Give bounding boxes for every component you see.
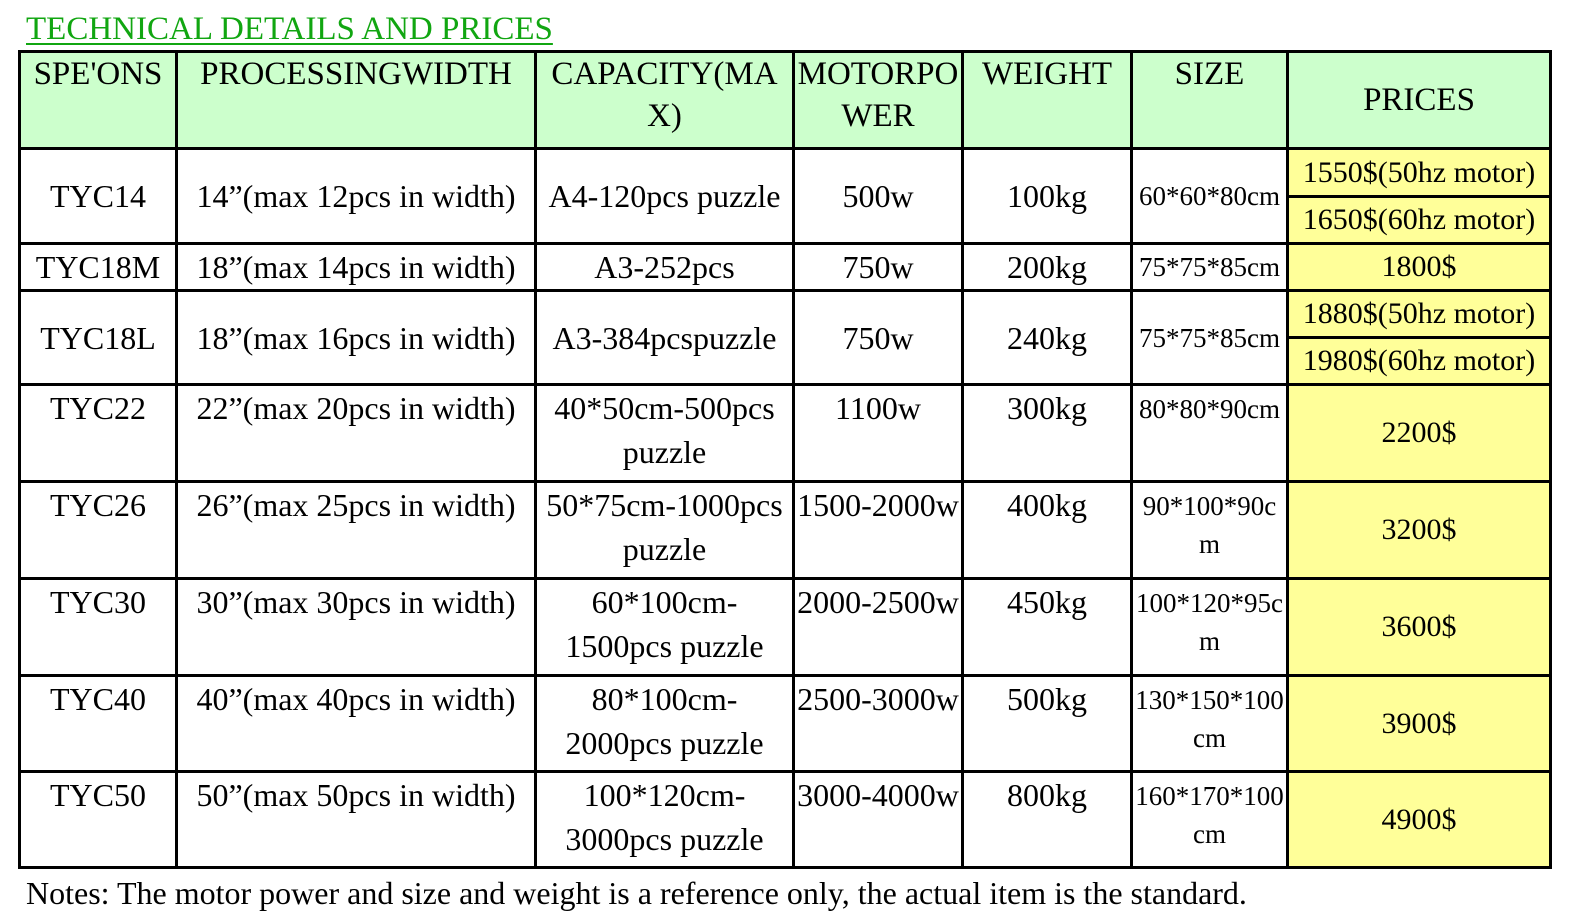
cell-price-60hz: 1980$(60hz motor): [1288, 338, 1551, 385]
cell-width: 18”(max 14pcs in width): [177, 244, 536, 291]
cell-width: 22”(max 20pcs in width): [177, 385, 536, 482]
page-title: TECHNICAL DETAILS AND PRICES: [26, 11, 553, 47]
cell-model: TYC14: [20, 149, 177, 244]
cell-model: TYC50: [20, 772, 177, 868]
cell-capacity: 60*100cm-1500pcs puzzle: [536, 579, 794, 676]
cell-weight: 200kg: [963, 244, 1132, 291]
cell-capacity: A3-384pcspuzzle: [536, 291, 794, 385]
table-row: [20, 244, 1551, 291]
cell-size: 60*60*80cm: [1132, 149, 1288, 244]
cell-width: 26”(max 25pcs in width): [177, 482, 536, 579]
cell-model: TYC30: [20, 579, 177, 676]
cell-motor: 1500-2000w: [794, 482, 963, 579]
cell-size: 160*170*100cm: [1132, 772, 1288, 868]
table-row: [20, 772, 1551, 868]
cell-capacity: 40*50cm-500pcs puzzle: [536, 385, 794, 482]
cell-size: 75*75*85cm: [1132, 244, 1288, 291]
cell-model: TYC26: [20, 482, 177, 579]
cell-price-50hz: 1550$(50hz motor): [1288, 149, 1551, 197]
cell-motor: 3000-4000w: [794, 772, 963, 868]
table-row: [20, 579, 1551, 676]
cell-model: TYC18L: [20, 291, 177, 385]
table-row: [20, 291, 1551, 338]
table-row: [20, 676, 1551, 772]
cell-size: 100*120*95cm: [1132, 579, 1288, 676]
cell-width: 14”(max 12pcs in width): [177, 149, 536, 244]
cell-price-50hz: 1880$(50hz motor): [1288, 291, 1551, 338]
header-capacity: CAPACITY(MAX): [536, 52, 794, 149]
cell-motor: 750w: [794, 291, 963, 385]
cell-capacity: 50*75cm-1000pcspuzzle: [536, 482, 794, 579]
cell-capacity: A3-252pcs: [536, 244, 794, 291]
cell-width: 40”(max 40pcs in width): [177, 676, 536, 772]
cell-motor: 1100w: [794, 385, 963, 482]
cell-motor: 500w: [794, 149, 963, 244]
cell-weight: 500kg: [963, 676, 1132, 772]
cell-model: TYC22: [20, 385, 177, 482]
cell-price: 3600$: [1288, 579, 1551, 676]
cell-capacity: A4-120pcs puzzle: [536, 149, 794, 244]
table-row: [20, 482, 1551, 579]
cell-weight: 450kg: [963, 579, 1132, 676]
cell-motor: 2000-2500w: [794, 579, 963, 676]
cell-motor: 2500-3000w: [794, 676, 963, 772]
cell-width: 30”(max 30pcs in width): [177, 579, 536, 676]
cell-weight: 800kg: [963, 772, 1132, 868]
cell-size: 80*80*90cm: [1132, 385, 1288, 482]
cell-price: 3900$: [1288, 676, 1551, 772]
header-prices: PRICES: [1288, 52, 1551, 149]
cell-price: 2200$: [1288, 385, 1551, 482]
cell-model: TYC40: [20, 676, 177, 772]
cell-weight: 100kg: [963, 149, 1132, 244]
cell-size: 75*75*85cm: [1132, 291, 1288, 385]
cell-capacity: 100*120cm-3000pcs puzzle: [536, 772, 794, 868]
cell-model: TYC18M: [20, 244, 177, 291]
header-size: SIZE: [1132, 52, 1288, 149]
cell-weight: 240kg: [963, 291, 1132, 385]
cell-size: 130*150*100cm: [1132, 676, 1288, 772]
header-width: PROCESSINGWIDTH: [177, 52, 536, 149]
cell-price: 4900$: [1288, 772, 1551, 868]
cell-price-60hz: 1650$(60hz motor): [1288, 197, 1551, 244]
spec-price-table: [18, 50, 1552, 869]
table-row: [20, 385, 1551, 482]
table-header-row: [20, 52, 1551, 149]
footnote: Notes: The motor power and size and weight is a reference only, the actual item is the standard.: [26, 875, 1247, 911]
cell-weight: 300kg: [963, 385, 1132, 482]
cell-weight: 400kg: [963, 482, 1132, 579]
cell-capacity: 80*100cm-2000pcs puzzle: [536, 676, 794, 772]
table-row: [20, 149, 1551, 197]
cell-width: 18”(max 16pcs in width): [177, 291, 536, 385]
cell-motor: 750w: [794, 244, 963, 291]
cell-size: 90*100*90cm: [1132, 482, 1288, 579]
header-motor: MOTORPOWER: [794, 52, 963, 149]
header-specs: SPE'ONS: [20, 52, 177, 149]
cell-width: 50”(max 50pcs in width): [177, 772, 536, 868]
cell-price: 3200$: [1288, 482, 1551, 579]
header-weight: WEIGHT: [963, 52, 1132, 149]
cell-price: 1800$: [1288, 244, 1551, 291]
